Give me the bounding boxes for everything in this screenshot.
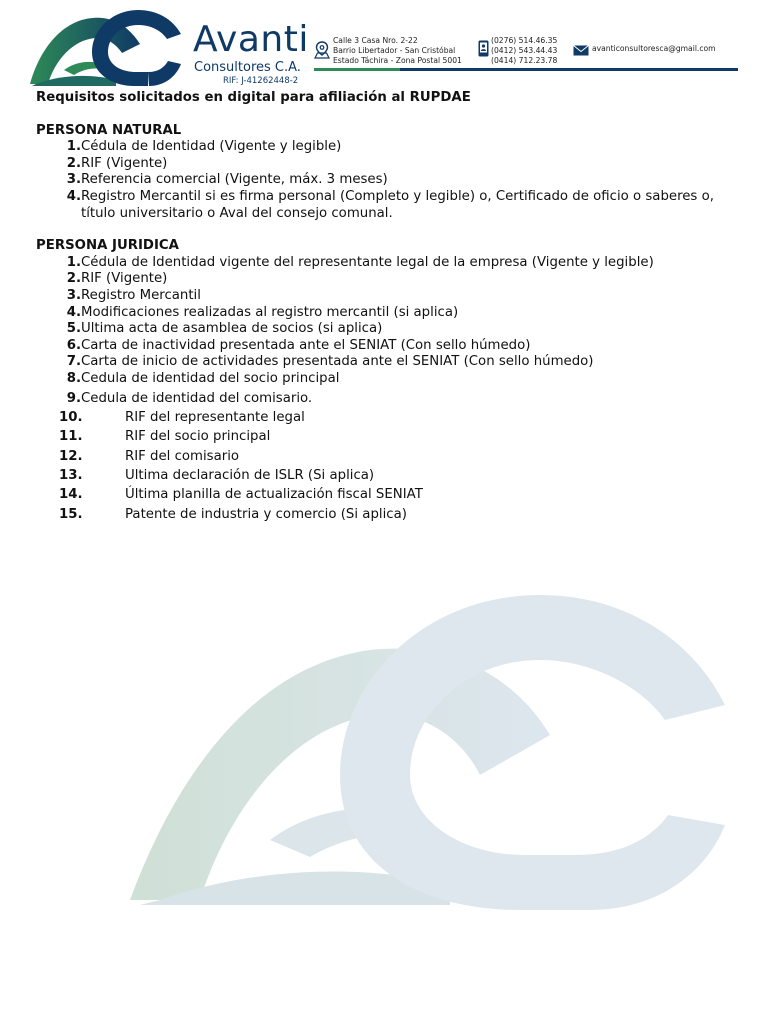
juridica-requirements-list xyxy=(36,255,736,524)
list-item xyxy=(36,354,736,371)
item-text: RIF del representante legal xyxy=(125,409,305,425)
item-number: 14. xyxy=(59,487,83,503)
item-number: 6. xyxy=(66,337,81,353)
item-text: Cedula de identidad del comisario. xyxy=(81,390,313,406)
phone-number: (0276) 514.46.35 xyxy=(491,36,558,45)
list-item xyxy=(36,139,736,156)
letterhead xyxy=(28,8,740,88)
item-text: Referencia comercial (Vigente, máx. 3 meses) xyxy=(81,172,388,188)
item-text: Cédula de Identidad (Vigente y legible) xyxy=(81,139,342,155)
company-name: Avanti xyxy=(193,19,309,60)
item-number: 10. xyxy=(59,409,83,425)
list-item xyxy=(36,189,736,222)
list-item xyxy=(36,321,736,338)
list-item xyxy=(36,410,736,427)
contact-phones xyxy=(491,36,557,66)
list-item xyxy=(36,305,736,322)
item-text: Carta de inactividad presentada ante el SENIAT (Con sello húmedo) xyxy=(81,337,531,353)
item-number: 4. xyxy=(66,188,81,204)
item-text: RIF (Vigente) xyxy=(81,155,168,171)
item-number: 12. xyxy=(59,448,83,464)
item-text: Cédula de Identidad vigente del representante legal de la empresa (Vigente y legible) xyxy=(81,254,654,270)
address-line: Barrio Libertador - San Cristóbal xyxy=(333,46,456,55)
watermark-logo-icon xyxy=(120,595,730,915)
item-text: RIF del socio principal xyxy=(125,429,271,445)
item-text: Ultima acta de asamblea de socios (si aplica) xyxy=(81,321,383,337)
list-item xyxy=(36,255,736,272)
item-number: 13. xyxy=(59,468,83,484)
section-heading-natural: PERSONA NATURAL xyxy=(36,122,182,138)
item-number: 3. xyxy=(66,172,81,188)
item-text: Patente de industria y comercio (Si aplica) xyxy=(125,506,407,522)
item-text: Cedula de identidad del socio principal xyxy=(81,370,340,386)
mail-icon xyxy=(573,45,589,56)
list-item xyxy=(36,391,736,408)
list-item xyxy=(36,288,736,305)
item-number: 7. xyxy=(66,354,81,370)
header-divider xyxy=(314,68,738,71)
item-text: RIF del comisario xyxy=(125,448,240,464)
location-pin-icon xyxy=(314,41,330,59)
contact-address xyxy=(333,36,462,66)
item-text: Carta de inicio de actividades presentada ante el SENIAT (Con sello húmedo) xyxy=(81,354,594,370)
company-rif: RIF: J-41262448-2 xyxy=(223,76,299,86)
item-text: Modificaciones realizadas al registro mercantil (si aplica) xyxy=(81,304,459,320)
item-number: 8. xyxy=(66,370,81,386)
section-heading-juridica: PERSONA JURIDICA xyxy=(36,238,179,254)
natural-requirements-list xyxy=(36,139,736,222)
phone-icon xyxy=(478,40,489,57)
list-item xyxy=(36,507,736,524)
item-number: 1. xyxy=(66,139,81,155)
document-title: Requisitos solicitados en digital para afiliación al RUPDAE xyxy=(36,90,471,105)
item-text: Registro Mercantil xyxy=(81,287,201,303)
item-number: 15. xyxy=(59,506,83,522)
item-text: Última planilla de actualización fiscal SENIAT xyxy=(125,487,423,503)
item-number: 3. xyxy=(66,287,81,303)
list-item xyxy=(36,271,736,288)
item-text: RIF (Vigente) xyxy=(81,271,168,287)
item-text: Ultima declaración de ISLR (Si aplica) xyxy=(125,468,375,484)
list-item xyxy=(36,338,736,355)
list-item xyxy=(36,371,736,388)
item-number: 5. xyxy=(66,321,81,337)
company-subtitle: Consultores C.A. xyxy=(194,60,301,75)
list-item xyxy=(36,487,736,504)
list-item xyxy=(36,156,736,173)
address-line: Estado Táchira - Zona Postal 5001 xyxy=(333,56,462,65)
phone-number: (0414) 712.23.78 xyxy=(491,56,558,65)
item-text: Registro Mercantil si es firma personal (Completo y legible) o, Certificado de oficio o saberes o, título universitario o Aval del consejo comunal. xyxy=(81,188,714,221)
list-item xyxy=(36,429,736,446)
item-number: 4. xyxy=(66,304,81,320)
item-number: 1. xyxy=(66,254,81,270)
item-number: 2. xyxy=(66,271,81,287)
logo-mark xyxy=(28,8,188,88)
list-item xyxy=(36,449,736,466)
address-line: Calle 3 Casa Nro. 2-22 xyxy=(333,36,418,45)
header-divider-accent xyxy=(314,68,400,71)
contact-email[interactable]: avanticonsultoresca@gmail.com xyxy=(592,44,716,53)
list-item xyxy=(36,468,736,485)
item-number: 11. xyxy=(59,429,83,445)
item-number: 2. xyxy=(66,155,81,171)
phone-number: (0412) 543.44.43 xyxy=(491,46,558,55)
list-item xyxy=(36,172,736,189)
item-number: 9. xyxy=(66,390,81,406)
document-body xyxy=(36,90,736,526)
